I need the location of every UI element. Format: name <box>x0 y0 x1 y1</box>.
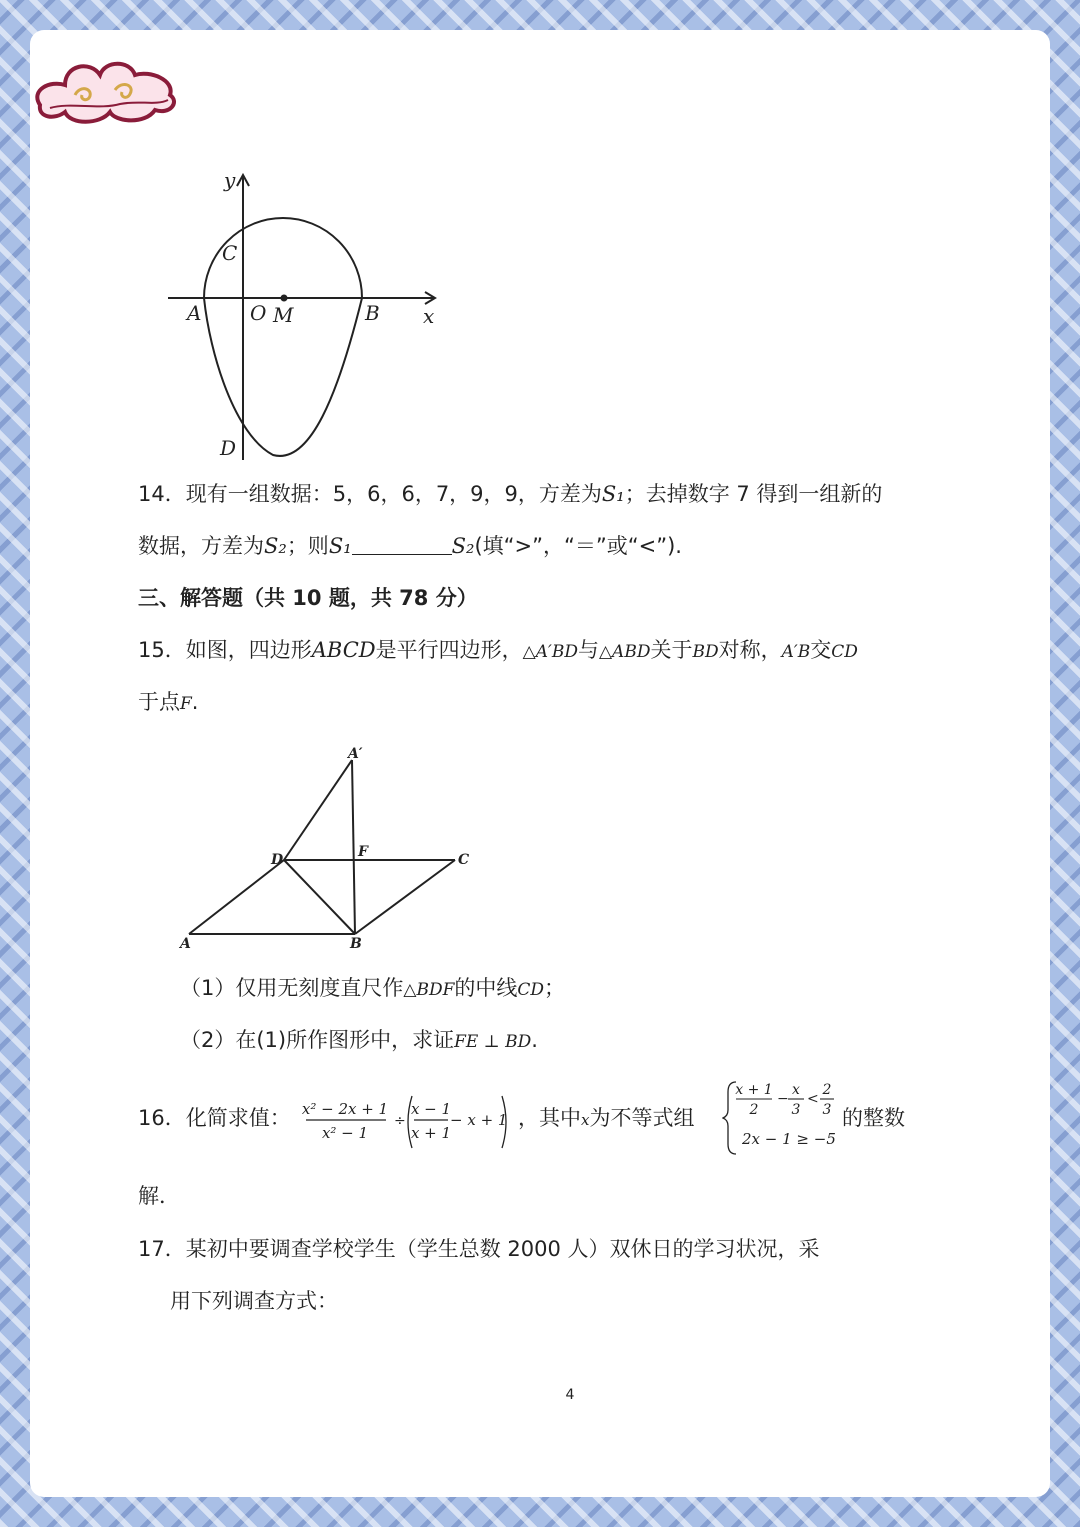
q16-line2: 解． <box>138 1184 180 1208</box>
q15-2-text-a: （2）在(1)所作图形中，求证 <box>180 1028 455 1052</box>
label-B: B <box>350 936 362 952</box>
q15-abcd: ABCD <box>311 638 376 662</box>
label-M: M <box>273 303 294 327</box>
q15-line1 <box>138 636 858 666</box>
q15-bd: BD <box>692 642 719 662</box>
document-page <box>30 30 1050 1497</box>
svg-text:<: < <box>807 1091 819 1107</box>
q15-1-text-b: 的中线 <box>454 976 518 1000</box>
q14-number: 14． <box>138 482 186 506</box>
q15-line2 <box>138 688 198 718</box>
q16-ineq-f1d: 2 <box>749 1102 759 1118</box>
q15-cd: CD <box>831 642 858 662</box>
label-D: D <box>220 436 237 460</box>
q16-ineq2: 2x − 1 ≥ −5 <box>742 1130 836 1148</box>
figure-parallelogram <box>175 742 480 952</box>
q15-2-text-b: . <box>531 1028 538 1052</box>
q16-ineq-f3n: 2 <box>822 1082 832 1098</box>
svg-text:−: − <box>777 1091 789 1107</box>
q16-text-a: 化简求值： <box>185 1106 291 1130</box>
q16-frac1-den: x² − 1 <box>321 1124 369 1142</box>
label-C: C <box>458 852 470 868</box>
q15-text-d: 关于 <box>650 638 693 662</box>
q16-frac2-num: x − 1 <box>410 1100 452 1118</box>
q15-part1 <box>180 974 565 1004</box>
q16-div-sign: ÷ <box>394 1113 406 1129</box>
q14-answer-blank[interactable] <box>352 534 452 555</box>
q14-line2 <box>138 532 682 560</box>
q15-1-text-a: （1）仅用无刻度直尺作 <box>180 976 404 1000</box>
q16-number: 16． <box>138 1106 186 1130</box>
label-D: D <box>271 852 284 868</box>
q16-tail: − x + 1 <box>450 1111 508 1129</box>
q15-text-f: 交 <box>810 638 832 662</box>
q14-line1 <box>138 480 882 508</box>
q15-tri1: △A′BD <box>522 642 578 662</box>
q14-s2b: S₂ <box>451 534 475 558</box>
q16-end: 的整数 <box>842 1106 905 1130</box>
q17-line1: 17．某初中要调查学校学生（学生总数 2000 人）双休日的学习状况，采 <box>138 1237 820 1261</box>
q16-text-c: 为不等式组 <box>589 1106 695 1130</box>
q16-ineq-f2d: 3 <box>791 1102 801 1118</box>
q15-part2 <box>180 1026 538 1056</box>
label-y: y <box>224 168 236 192</box>
q15-text-e: 对称， <box>718 638 782 662</box>
figure-egg-curve <box>160 165 450 465</box>
q15-1-tri: △BDF <box>403 980 455 1000</box>
q15-text-a: 如图，四边形 <box>185 638 312 662</box>
q15-1-text-c: ； <box>544 976 566 1000</box>
q16-expression <box>300 1090 520 1154</box>
q14-text-b: ；去掉数字 7 得到一组新的 <box>624 482 883 506</box>
q14-s2: S₂ <box>264 534 287 558</box>
q15-text-b: 是平行四边形， <box>375 638 523 662</box>
q16-lead <box>138 1104 291 1132</box>
q16-frac1-num: x² − 2x + 1 <box>301 1100 389 1118</box>
q14-s1b: S₁ <box>328 534 352 558</box>
section-heading: 三、解答题（共 10 题，共 78 分） <box>138 586 478 610</box>
q16-ineq-f3d: 3 <box>822 1102 832 1118</box>
q14-s1: S₁ <box>601 482 625 506</box>
q15-text-g: 于点 <box>138 690 180 714</box>
q16-ineq-f1n: x + 1 <box>735 1082 773 1098</box>
q16-frac2-den: x + 1 <box>410 1124 452 1142</box>
q15-2-fe: FE ⊥ BD <box>454 1032 532 1052</box>
q16-mid <box>518 1104 694 1134</box>
q15-tri2: △ABD <box>598 642 651 662</box>
q14-text-a: 现有一组数据：5，6，6，7，9，9，方差为 <box>185 482 602 506</box>
label-A: A <box>187 301 202 325</box>
q15-ab: A′B <box>781 642 811 662</box>
label-C: C <box>222 241 238 265</box>
label-A-prime: A′ <box>348 746 363 762</box>
q16-inequality-system <box>722 1078 842 1158</box>
q16-text-b: ，其中 <box>518 1106 581 1130</box>
label-x: x <box>423 304 435 328</box>
q17-line2: 用下列调查方式： <box>170 1289 338 1313</box>
q15-text-c: 与 <box>577 638 599 662</box>
q14-text-e: (填“>”，“＝”或“<”). <box>474 534 682 558</box>
label-B: B <box>365 301 380 325</box>
q15-number: 15． <box>138 638 186 662</box>
q14-text-c: 数据，方差为 <box>138 534 264 558</box>
q15-F: F <box>180 694 192 714</box>
q16-x: x <box>581 1111 590 1129</box>
q14-text-d: ；则 <box>286 534 329 558</box>
label-A: A <box>180 936 191 952</box>
label-O: O <box>250 301 267 325</box>
q16-ineq-f2n: x <box>792 1082 800 1098</box>
q15-1-cd: CD <box>517 980 545 1000</box>
label-F: F <box>358 844 368 860</box>
cloud-ornament-icon <box>30 30 190 140</box>
page-number: 4 <box>565 1387 575 1403</box>
q15-text-h: . <box>191 690 199 714</box>
